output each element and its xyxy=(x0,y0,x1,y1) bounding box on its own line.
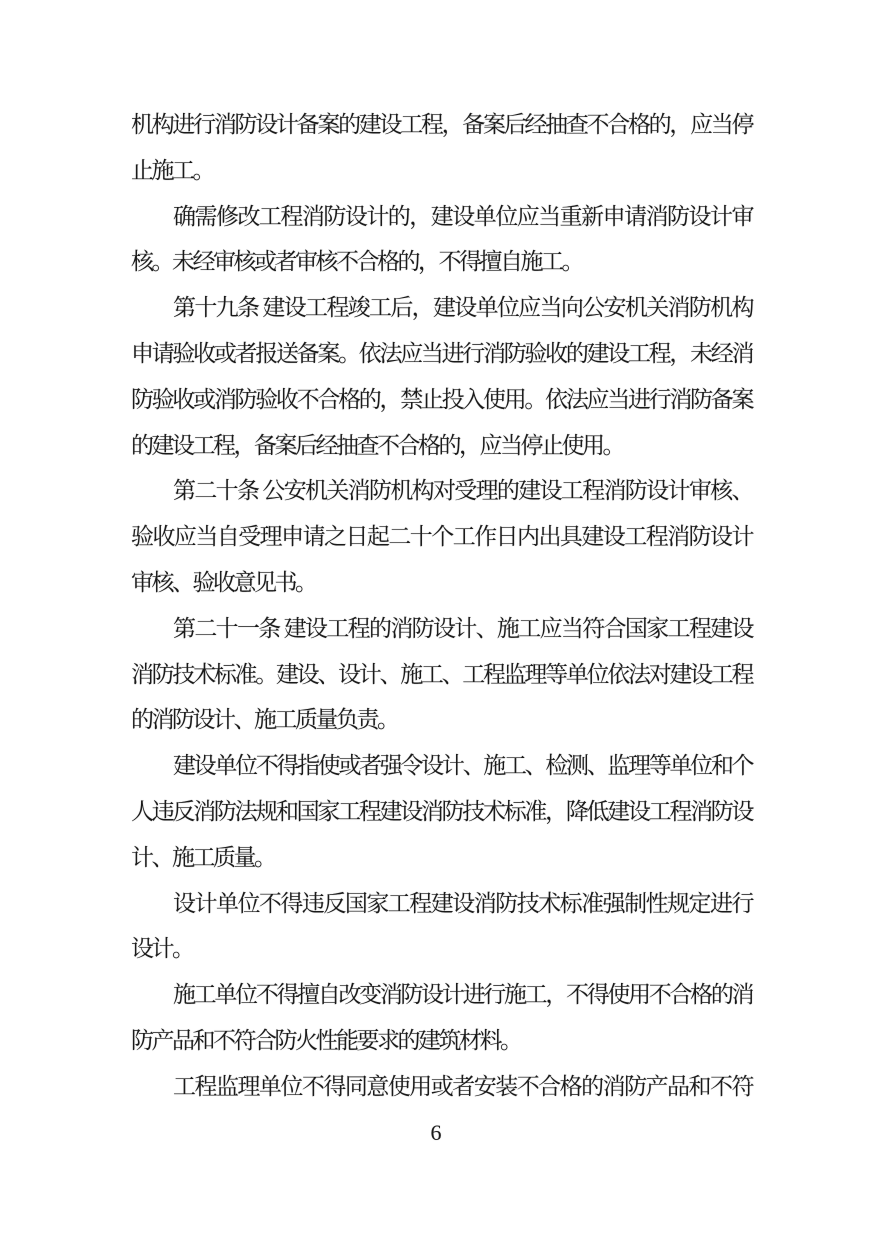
body-text-line: 确需修改工程消防设计的，建设单位应当重新申请消防设计审 xyxy=(173,203,752,229)
body-text-line: 防验收或消防验收不合格的，禁止投入使用。依法应当进行消防备案 xyxy=(131,386,752,412)
body-text-line: 核。未经审核或者审核不合格的，不得擅自施工。 xyxy=(131,249,582,275)
body-text-line: 防产品和不符合防火性能要求的建筑材料。 xyxy=(131,1027,521,1053)
document-body xyxy=(131,102,752,1110)
body-text-line: 第十九条 建设工程竣工后，建设单位应当向公安机关消防机构 xyxy=(173,295,752,321)
body-text-line: 止施工。 xyxy=(131,157,213,183)
body-text-line: 设计。 xyxy=(131,936,193,962)
body-text-line: 的建设工程，备案后经抽查不合格的，应当停止使用。 xyxy=(131,432,623,458)
page-number: 6 xyxy=(430,1120,442,1145)
body-text-line: 设计单位不得违反国家工程建设消防技术标准强制性规定进行 xyxy=(173,890,752,916)
body-text-line: 验收应当自受理申请之日起二十个工作日内出具建设工程消防设计 xyxy=(131,524,752,550)
body-text-line: 第二十一条 建设工程的消防设计、施工应当符合国家工程建设 xyxy=(173,615,752,641)
body-text-line: 人违反消防法规和国家工程建设消防技术标准，降低建设工程消防设 xyxy=(131,798,752,824)
page-footer xyxy=(0,1121,872,1145)
body-text-line: 申请验收或者报送备案。依法应当进行消防验收的建设工程，未经消 xyxy=(131,340,752,366)
body-text-line: 机构进行消防设计备案的建设工程，备案后经抽查不合格的，应当停 xyxy=(131,112,752,137)
body-text-line: 施工单位不得擅自改变消防设计进行施工，不得使用不合格的消 xyxy=(173,982,752,1008)
body-text-line: 建设单位不得指使或者强令设计、施工、检测、监理等单位和个 xyxy=(173,753,752,779)
body-text-line: 工程监理单位不得同意使用或者安装不合格的消防产品和不符 xyxy=(173,1073,752,1099)
body-text-line: 第二十条 公安机关消防机构对受理的建设工程消防设计审核、 xyxy=(173,478,752,504)
body-text-line: 审核、验收意见书。 xyxy=(131,569,316,595)
body-text-line: 的消防设计、施工质量负责。 xyxy=(131,707,398,733)
body-text-line: 计、施工质量。 xyxy=(131,844,275,870)
body-text-line: 消防技术标准。建设、设计、施工、工程监理等单位依法对建设工程 xyxy=(131,661,752,687)
